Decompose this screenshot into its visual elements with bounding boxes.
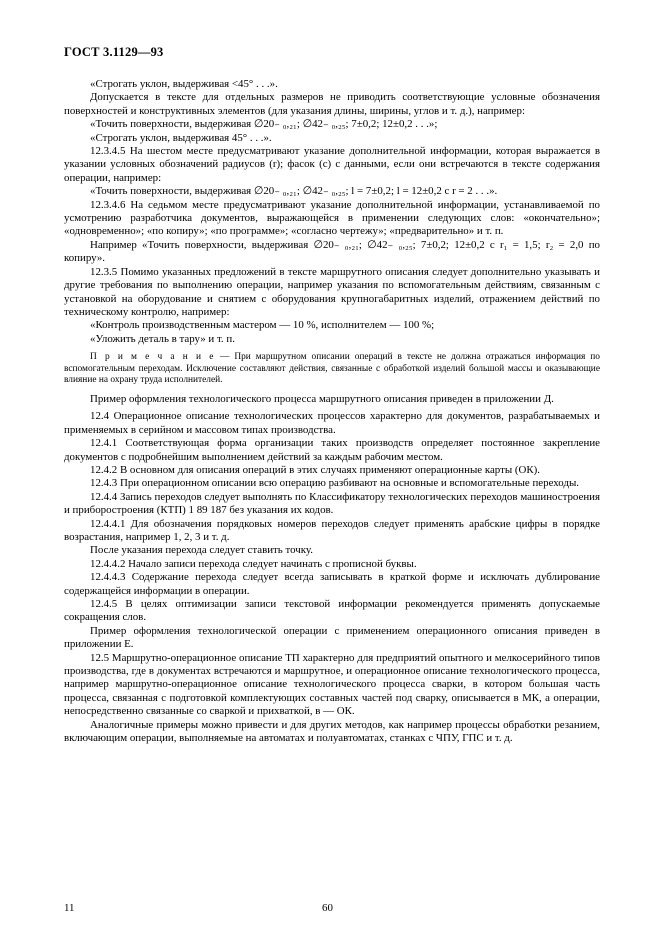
example-line: «Строгать уклон, выдерживая 45° . . .». — [90, 131, 272, 144]
page-number: 60 — [322, 902, 333, 914]
paragraph: 12.4.4.3 Содержание перехода следует всегда записывать в краткой форме и исключать дублирование содержащейся информации в операции. — [64, 571, 600, 597]
paragraph: 12.4.4.1 Для обозначения порядковых номеров переходов следует применять арабские цифры в порядке возрастания, например 1, 2, 3 и т. д. — [64, 517, 600, 543]
paragraph: 12.4.4.2 Начало записи перехода следует начинать с прописной буквы. — [90, 557, 417, 570]
document-header: ГОСТ 3.1129—93 — [64, 45, 164, 59]
paragraph: Пример оформления технологической операции с применением операционного описания приведен в приложении Е. — [64, 624, 600, 651]
footer-left-number: 11 — [64, 902, 75, 914]
example-line: «Точить поверхности, выдерживая ∅20₋ ₀,₂₁; ∅42₋ ₀,₂₅; 7±0,2; 12±0,2 . . .»; — [90, 118, 438, 131]
paragraph: 12.4.3 При операционном описании всю операцию разбивают на основные и вспомогательные переходы. — [90, 477, 580, 490]
example-line: «Точить поверхности, выдерживая ∅20₋ ₀,₂₁; ∅42₋ ₀,₂₅; l = 7±0,2; l = 12±0,2 с r = 2 . . .». — [90, 185, 498, 198]
paragraph: После указания перехода следует ставить точку. — [90, 544, 313, 557]
example-line: «Уложить деталь в тару» и т. п. — [90, 332, 235, 345]
note-label: П р и м е ч а н и е — [90, 352, 215, 363]
paragraph: 12.4.2 В основном для описания операций в этих случаях применяют операционные карты (ОК). — [90, 463, 540, 476]
paragraph: Пример оформления технологического процесса маршрутного описания приведен в приложении Д. — [90, 392, 554, 405]
paragraph: Допускается в тексте для отдельных размеров не приводить соответствующие условные обозначения поверхностей и конструктивных элементов (для указания длины, ширины, углов и т. д.), например: — [64, 91, 600, 117]
paragraph: 12.3.5 Помимо указанных предложений в тексте маршрутного описания следует дополнительно указывать и другие требования по выполнению операции, например указания по вспомогательным действиям, связанным с установкой на оборудование и снятием с оборудования крупногабаритных изделий, отражением действий по техническому контролю, например: — [64, 265, 600, 318]
paragraph: «Строгать уклон, выдерживая <45° . . .». — [90, 78, 278, 90]
paragraph: 12.4.5 В целях оптимизации записи текстовой информации рекомендуется применять допускаемые сокращения слов. — [64, 598, 600, 624]
note-text: — При маршрутном описании операций в тексте не должна отражаться информация по вспомогательным переходам. Исключение составляют действия, связанные с обработкой изделий большой массы и оказывающие влияние на охрану труда исполнителей. — [64, 352, 600, 386]
paragraph: 12.3.4.5 На шестом месте предусматривают указание дополнительной информации, которая выражается в указании условных обозначений радиусов (r); фасок (c) с данными, если они встречаются в тексте содержания операции, например: — [64, 145, 600, 184]
paragraph: 12.3.4.6 На седьмом месте предусматривают указание дополнительной информации, устанавливаемой по усмотрению разработчика документов, выражающейся в применении следующих слов: «окончательно»; «одновременно»; «по копиру»; «по программе»; «согласно чертежу»; «предварительно» и т. п. — [64, 198, 600, 238]
paragraph: 12.4.1 Соответствующая форма организации таких производств определяет постоянное закрепление документов с подробнейшим выполнением действий за каждым рабочим местом. — [64, 437, 600, 463]
document-body — [64, 78, 600, 745]
paragraph: Аналогичные примеры можно привести и для других методов, как например процессы обработки резанием, включающим операции, выполняемые на автоматах и полуавтоматах, станках с ЧПУ, ГПС и т. д. — [64, 718, 600, 745]
paragraph: 12.5 Маршрутно-операционное описание ТП характерно для предприятий опытного и мелкосерийного типов производства, где в документах встречаются и маршрутное, и операционное описание технологического процесса, например маршрутно-операционное описание технологического процесса сварки, в котором большая часть процесса, связанная с подготовкой комплектующих составных частей под сварку, описывается в МК, а операции, непосредственно связанные со сваркой и прихваткой, в — ОК. — [64, 651, 600, 718]
example-line: «Контроль производственным мастером — 10 %, исполнителем — 100 %; — [90, 319, 435, 332]
note — [64, 352, 600, 387]
paragraph: Например «Точить поверхности, выдерживая ∅20₋ ₀,₂₁; ∅42₋ ₀,₂₅; 7±0,2; 12±0,2 с r₁ = 1,5; r₂ = 2,0 по копиру». — [64, 238, 600, 265]
paragraph: 12.4 Операционное описание технологических процессов характерно для документов, разрабатываемых и применяемых в серийном и массовом типах производства. — [64, 410, 600, 436]
paragraph: 12.4.4 Запись переходов следует выполнять по Классификатору технологических переходов машиностроения и приборостроения (КТП) 1 89 187 без указания их кодов. — [64, 490, 600, 517]
